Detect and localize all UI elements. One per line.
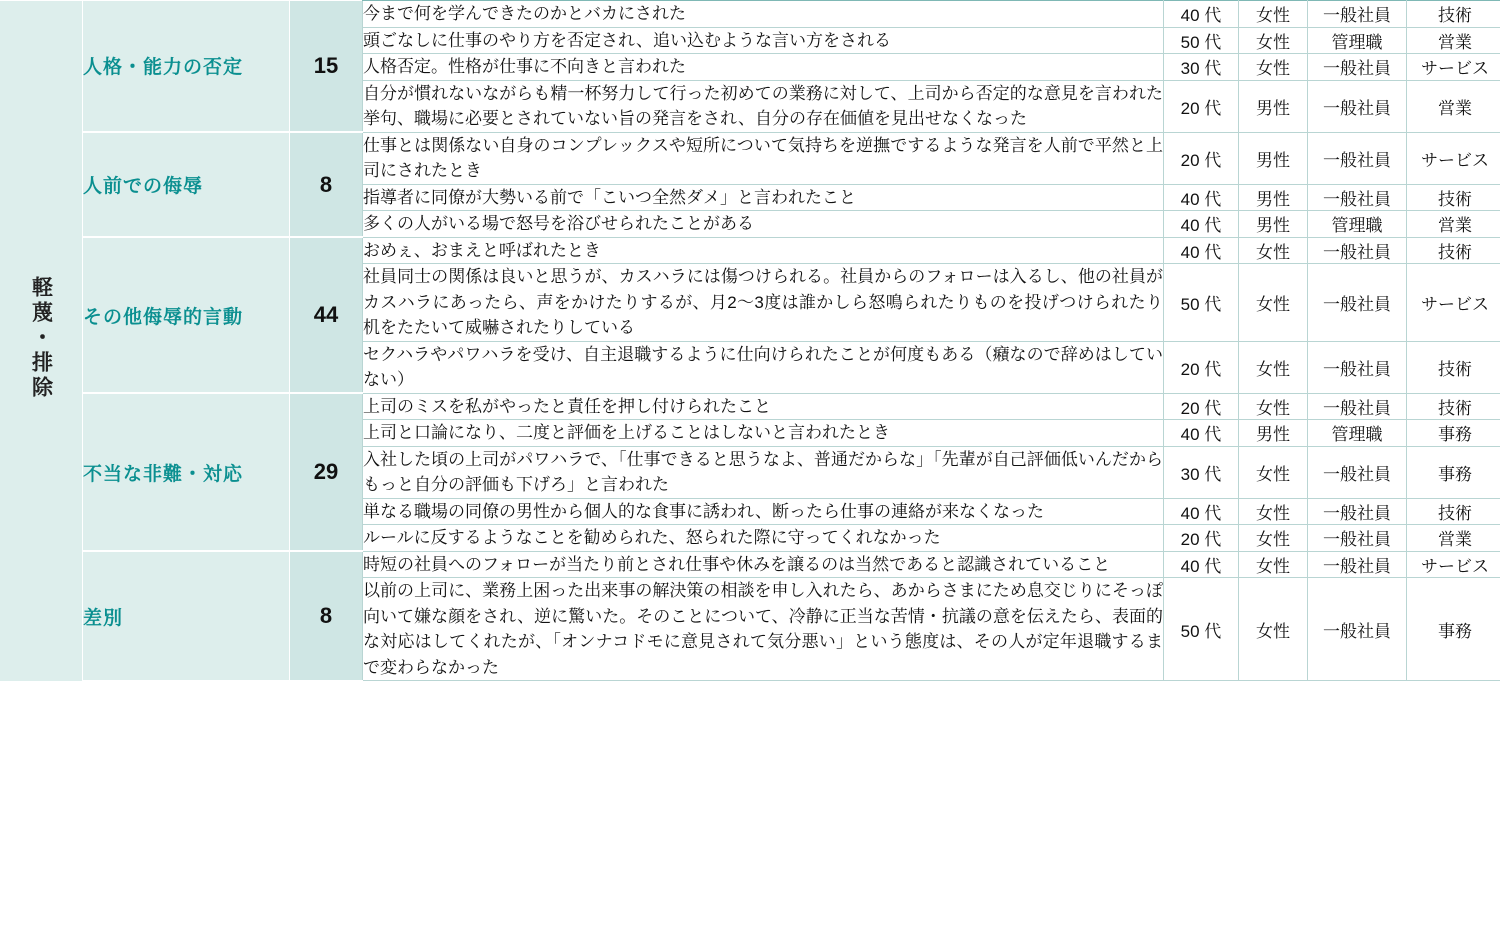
role-cell: 一般社員 xyxy=(1308,551,1407,578)
major-category-cell xyxy=(0,1,83,681)
free-text-cell: 以前の上司に、業務上困った出来事の解決策の相談を申し入れたら、あからさまにため息交じりにそっぽ向いて嫌な顔をされ、逆に驚いた。そのことについて、冷静に正当な苦情・抗議の意を伝えたら、表面的な対応はしてくれたが、「オンナコドモに意見されて気分悪い」という態度は、その人が定年退職するまで変わらなかった xyxy=(363,578,1164,681)
free-text-cell: 指導者に同僚が大勢いる前で「こいつ全然ダメ」と言われたこと xyxy=(363,184,1164,211)
age-cell: 40 代 xyxy=(1164,1,1239,28)
age-cell: 20 代 xyxy=(1164,341,1239,393)
sub-category-label: 不当な非難・対応 xyxy=(83,463,244,485)
free-text-cell: セクハラやパワハラを受け、自主退職するように仕向けられたことが何度もある（癪なので辞めはしていない） xyxy=(363,341,1164,393)
job-cell: 営業 xyxy=(1407,525,1500,552)
job-cell: 営業 xyxy=(1407,27,1500,54)
age-cell: 40 代 xyxy=(1164,184,1239,211)
free-text-cell: 自分が慣れないながらも精一杯努力して行った初めての業務に対して、上司から否定的な意見を言われた挙句、職場に必要とされていない旨の発言をされ、自分の存在価値を見出せなくなった xyxy=(363,80,1164,132)
sex-cell: 女性 xyxy=(1239,393,1308,420)
sub-category-label: 差別 xyxy=(83,607,124,629)
sex-cell: 男性 xyxy=(1239,184,1308,211)
free-text-cell: 頭ごなしに仕事のやり方を否定され、追い込むような言い方をされる xyxy=(363,27,1164,54)
job-cell: 技術 xyxy=(1407,393,1500,420)
age-cell: 40 代 xyxy=(1164,420,1239,447)
free-text-cell: 上司のミスを私がやったと責任を押し付けられたこと xyxy=(363,393,1164,420)
sex-cell: 女性 xyxy=(1239,578,1308,681)
role-cell: 一般社員 xyxy=(1308,578,1407,681)
job-cell: 技術 xyxy=(1407,498,1500,525)
table-row xyxy=(0,551,1500,578)
role-cell: 管理職 xyxy=(1308,27,1407,54)
major-category-label: 軽蔑・排除 xyxy=(29,275,53,401)
count-cell: 29 xyxy=(290,393,363,551)
sex-cell: 男性 xyxy=(1239,420,1308,447)
sub-category-label: 人格・能力の否定 xyxy=(83,57,244,79)
table-row xyxy=(0,237,1500,264)
count-cell: 8 xyxy=(290,551,363,681)
role-cell: 管理職 xyxy=(1308,420,1407,447)
age-cell: 50 代 xyxy=(1164,264,1239,342)
free-text-cell: 上司と口論になり、二度と評価を上げることはしないと言われたとき xyxy=(363,420,1164,447)
sex-cell: 女性 xyxy=(1239,551,1308,578)
role-cell: 一般社員 xyxy=(1308,525,1407,552)
role-cell: 一般社員 xyxy=(1308,184,1407,211)
age-cell: 30 代 xyxy=(1164,446,1239,498)
sub-category-label: 人前での侮辱 xyxy=(83,176,204,197)
free-text-cell: おめぇ、おまえと呼ばれたとき xyxy=(363,237,1164,264)
sub-category-cell xyxy=(83,132,290,237)
free-text-cell: 多くの人がいる場で怒号を浴びせられたことがある xyxy=(363,211,1164,238)
job-cell: 営業 xyxy=(1407,211,1500,238)
sex-cell: 男性 xyxy=(1239,80,1308,132)
role-cell: 一般社員 xyxy=(1308,54,1407,81)
table-row xyxy=(0,132,1500,184)
table-body xyxy=(0,1,1500,681)
table-row xyxy=(0,393,1500,420)
role-cell: 一般社員 xyxy=(1308,80,1407,132)
age-cell: 20 代 xyxy=(1164,132,1239,184)
age-cell: 40 代 xyxy=(1164,498,1239,525)
count-cell: 44 xyxy=(290,237,363,393)
free-text-cell: 時短の社員へのフォローが当たり前とされ仕事や休みを譲るのは当然であると認識されていること xyxy=(363,551,1164,578)
job-cell: 事務 xyxy=(1407,446,1500,498)
role-cell: 一般社員 xyxy=(1308,1,1407,28)
sex-cell: 女性 xyxy=(1239,341,1308,393)
sex-cell: 男性 xyxy=(1239,211,1308,238)
sex-cell: 女性 xyxy=(1239,498,1308,525)
sub-category-cell xyxy=(83,237,290,393)
age-cell: 50 代 xyxy=(1164,578,1239,681)
role-cell: 一般社員 xyxy=(1308,498,1407,525)
age-cell: 40 代 xyxy=(1164,551,1239,578)
age-cell: 20 代 xyxy=(1164,393,1239,420)
job-cell: サービス xyxy=(1407,132,1500,184)
sex-cell: 女性 xyxy=(1239,27,1308,54)
age-cell: 40 代 xyxy=(1164,237,1239,264)
role-cell: 一般社員 xyxy=(1308,446,1407,498)
age-cell: 20 代 xyxy=(1164,80,1239,132)
sex-cell: 女性 xyxy=(1239,237,1308,264)
job-cell: サービス xyxy=(1407,551,1500,578)
table-row xyxy=(0,1,1500,28)
sex-cell: 女性 xyxy=(1239,54,1308,81)
sub-category-cell xyxy=(83,393,290,551)
job-cell: 技術 xyxy=(1407,184,1500,211)
job-cell: 技術 xyxy=(1407,341,1500,393)
sex-cell: 女性 xyxy=(1239,525,1308,552)
count-cell: 8 xyxy=(290,132,363,237)
free-text-cell: 社員同士の関係は良いと思うが、カスハラには傷つけられる。社員からのフォローは入るし、他の社員がカスハラにあったら、声をかけたりするが、月2〜3度は誰かしら怒鳴られたりものを投げつけられたり机をたたいて威嚇されたりしている xyxy=(363,264,1164,342)
free-text-cell: 今まで何を学んできたのかとバカにされた xyxy=(363,1,1164,28)
sex-cell: 女性 xyxy=(1239,1,1308,28)
sex-cell: 女性 xyxy=(1239,446,1308,498)
free-text-cell: 単なる職場の同僚の男性から個人的な食事に誘われ、断ったら仕事の連絡が来なくなった xyxy=(363,498,1164,525)
sex-cell: 女性 xyxy=(1239,264,1308,342)
role-cell: 管理職 xyxy=(1308,211,1407,238)
job-cell: 事務 xyxy=(1407,420,1500,447)
sub-category-cell xyxy=(83,551,290,681)
age-cell: 20 代 xyxy=(1164,525,1239,552)
job-cell: 営業 xyxy=(1407,80,1500,132)
job-cell: 事務 xyxy=(1407,578,1500,681)
free-text-cell: ルールに反するようなことを勧められた、怒られた際に守ってくれなかった xyxy=(363,525,1164,552)
role-cell: 一般社員 xyxy=(1308,341,1407,393)
job-cell: サービス xyxy=(1407,264,1500,342)
job-cell: サービス xyxy=(1407,54,1500,81)
age-cell: 40 代 xyxy=(1164,211,1239,238)
count-cell: 15 xyxy=(290,1,363,133)
role-cell: 一般社員 xyxy=(1308,393,1407,420)
age-cell: 50 代 xyxy=(1164,27,1239,54)
age-cell: 30 代 xyxy=(1164,54,1239,81)
job-cell: 技術 xyxy=(1407,1,1500,28)
free-text-cell: 入社した頃の上司がパワハラで、「仕事できると思うなよ、普通だからな」「先輩が自己評価低いんだからもっと自分の評価も下げろ」と言われた xyxy=(363,446,1164,498)
sex-cell: 男性 xyxy=(1239,132,1308,184)
role-cell: 一般社員 xyxy=(1308,132,1407,184)
role-cell: 一般社員 xyxy=(1308,264,1407,342)
job-cell: 技術 xyxy=(1407,237,1500,264)
role-cell: 一般社員 xyxy=(1308,237,1407,264)
sub-category-label: その他侮辱的言動 xyxy=(83,306,244,328)
sub-category-cell xyxy=(83,1,290,133)
free-text-cell: 人格否定。性格が仕事に不向きと言われた xyxy=(363,54,1164,81)
free-text-cell: 仕事とは関係ない自身のコンプレックスや短所について気持ちを逆撫でするような発言を人前で平然と上司にされたとき xyxy=(363,132,1164,184)
